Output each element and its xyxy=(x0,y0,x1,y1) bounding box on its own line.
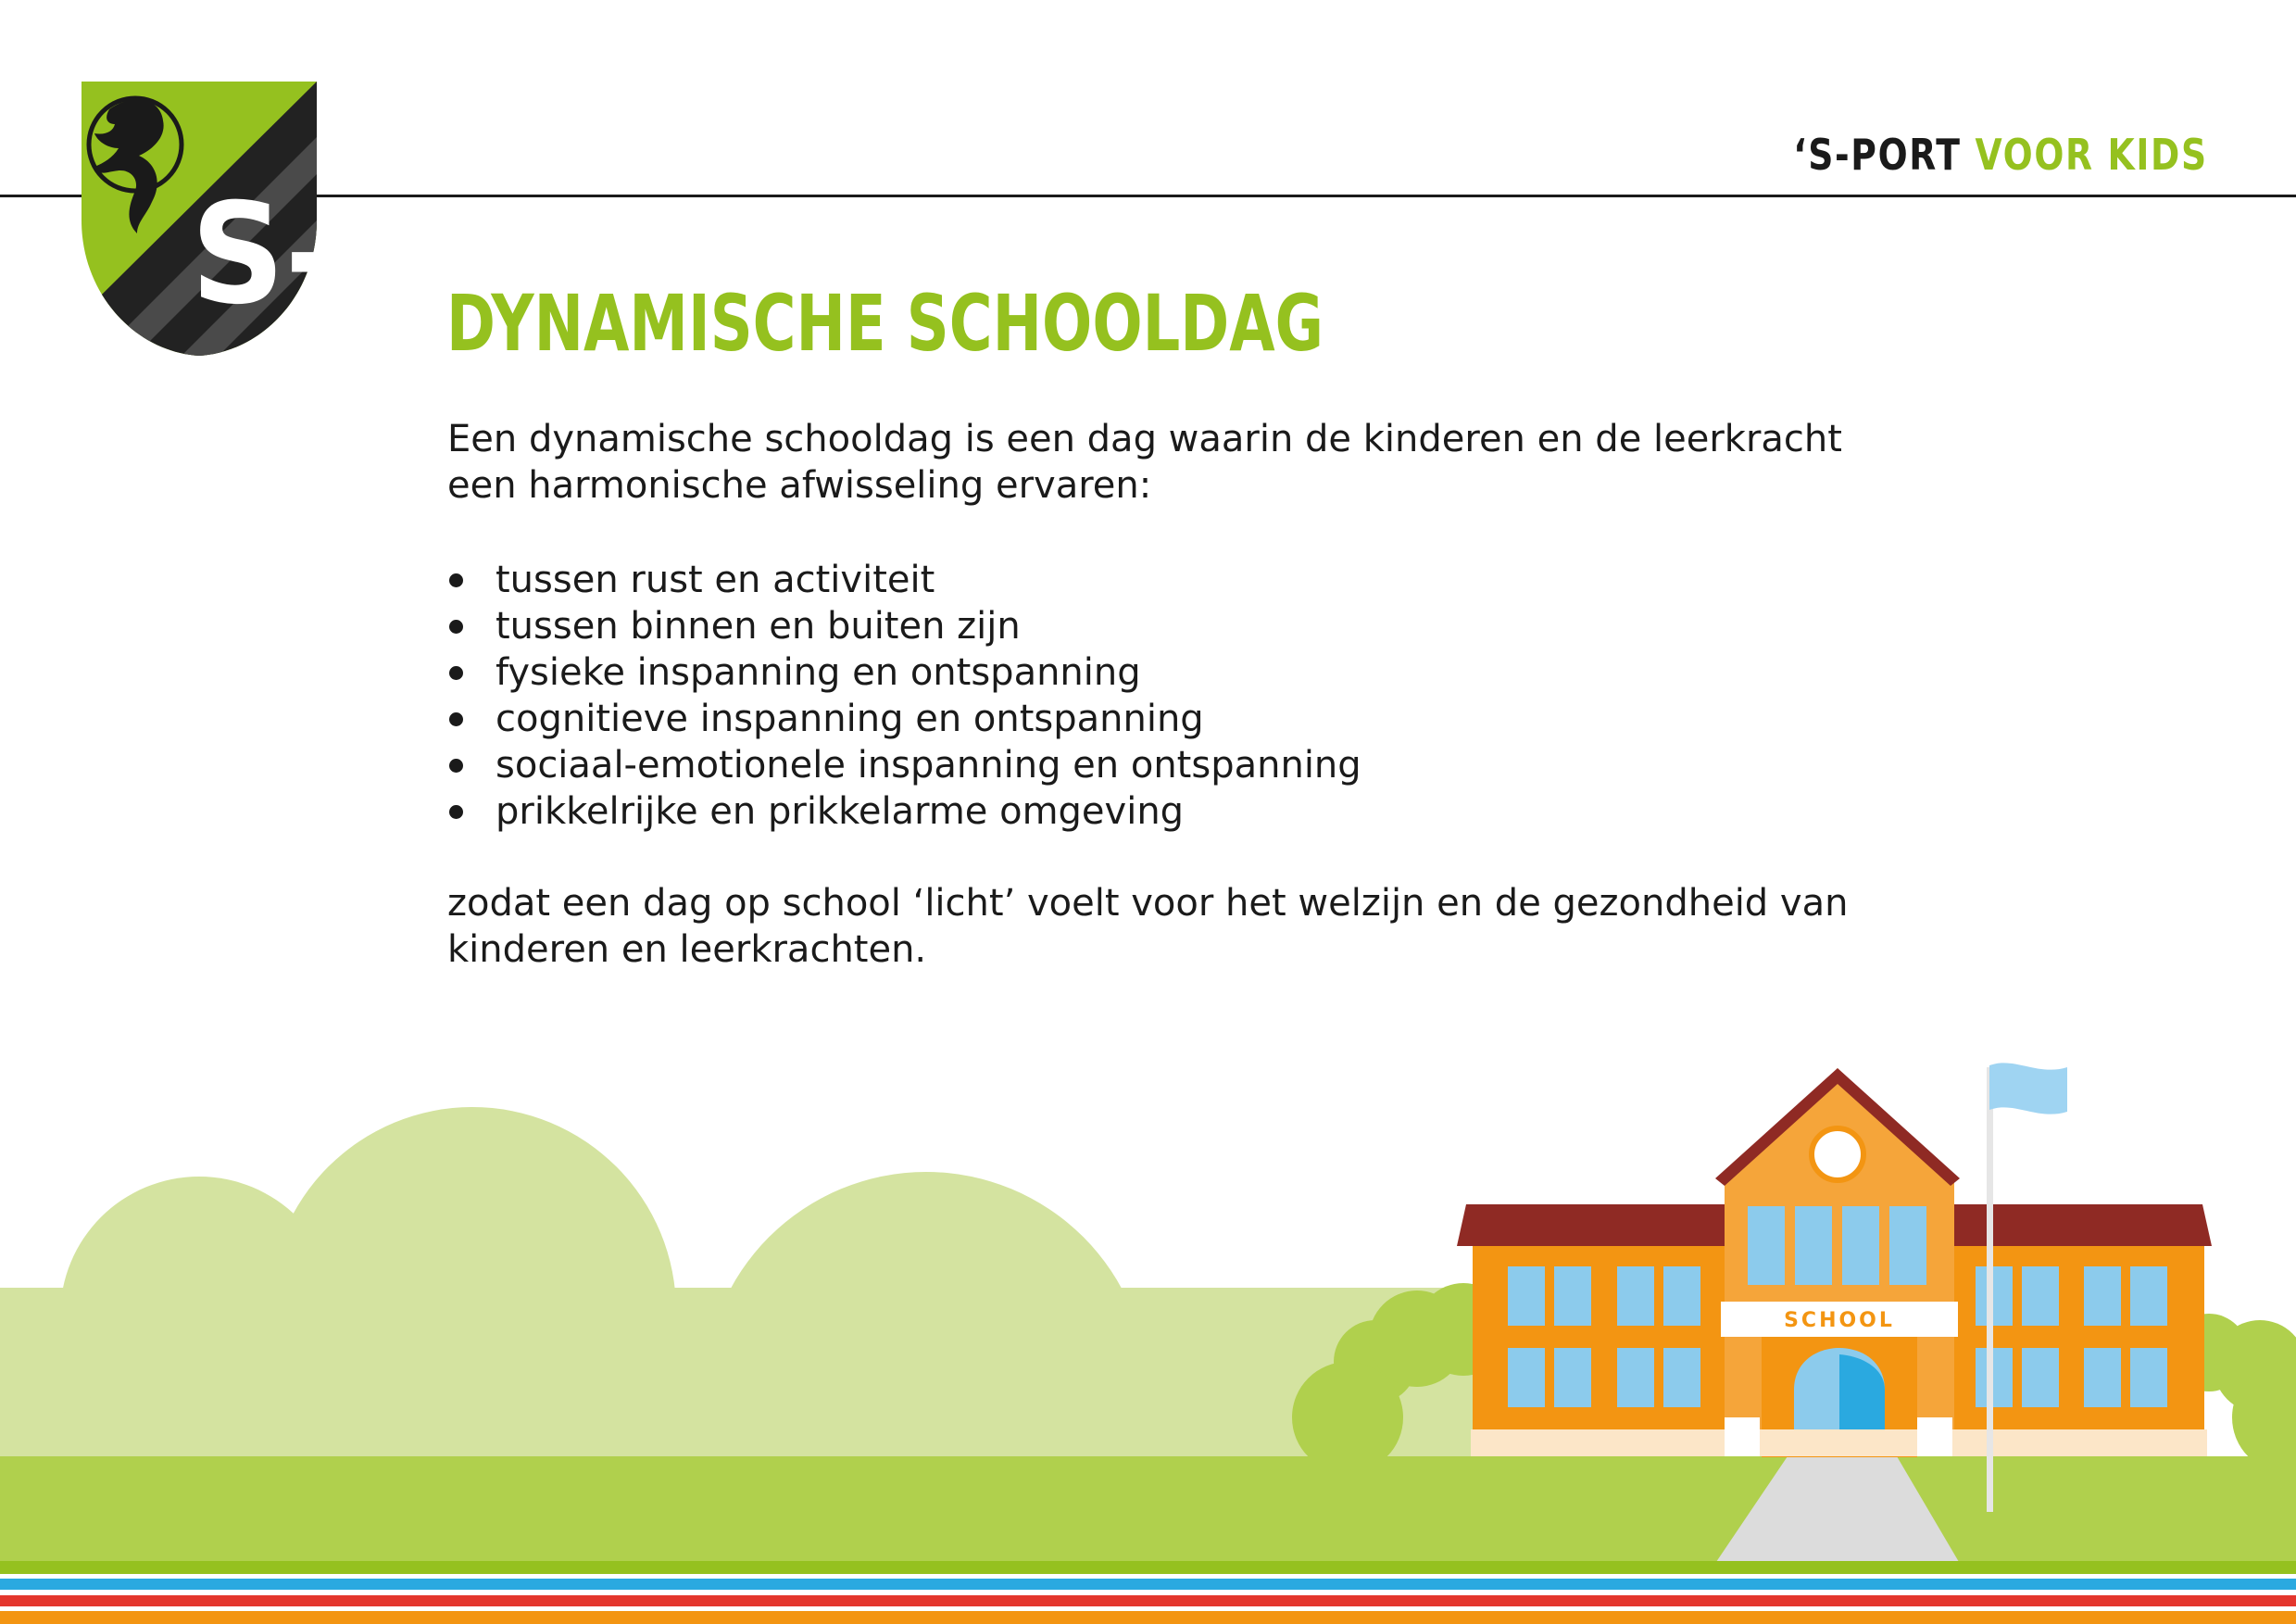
list-item xyxy=(447,696,1361,742)
bullet-icon xyxy=(449,712,463,726)
brand-part-voor-kids: VOOR KIDS xyxy=(1975,130,2208,180)
dragon-shield-logo-icon xyxy=(82,82,339,358)
list-item xyxy=(447,742,1361,788)
list-item xyxy=(447,557,1361,603)
intro-paragraph xyxy=(447,416,1892,509)
bottom-stripes xyxy=(0,1561,2296,1624)
bullet-list xyxy=(447,557,1361,835)
bullet-icon xyxy=(449,620,463,634)
bullet-icon xyxy=(449,666,463,680)
list-item xyxy=(447,788,1361,835)
brand-part-sport: ‘S-PORT xyxy=(1793,130,1962,180)
school-sign: SCHOOL xyxy=(1784,1309,1895,1332)
intro-line-1: Een dynamische schooldag is een dag waarin de kinderen en de leerkracht xyxy=(447,418,1842,460)
list-item-text: cognitieve inspanning en ontspanning xyxy=(496,698,1204,740)
list-item xyxy=(447,649,1361,696)
bullet-icon xyxy=(449,573,463,587)
header-rule xyxy=(0,195,2296,197)
logo-letters: S- xyxy=(191,174,339,335)
bullet-icon xyxy=(449,805,463,819)
list-item-text: tussen rust en activiteit xyxy=(496,559,935,601)
list-item-text: tussen binnen en buiten zijn xyxy=(496,605,1021,648)
intro-line-2: een harmonische afwisseling ervaren: xyxy=(447,464,1152,507)
list-item-text: sociaal-emotionele inspanning en ontspanning xyxy=(496,744,1361,787)
list-item xyxy=(447,603,1361,649)
bullet-icon xyxy=(449,759,463,773)
page-title: DYNAMISCHE SCHOOLDAG xyxy=(446,278,1324,369)
list-item-text: prikkelrijke en prikkelarme omgeving xyxy=(496,790,1185,833)
outro-line-2: kinderen en leerkrachten. xyxy=(447,928,927,971)
closing-paragraph xyxy=(447,880,1892,973)
outro-line-1: zodat een dag op school ‘licht’ voelt voor het welzijn en de gezondheid van xyxy=(447,882,1849,925)
school-building-icon xyxy=(1457,1068,2212,1457)
brand-name xyxy=(1793,130,2208,180)
list-item-text: fysieke inspanning en ontspanning xyxy=(496,651,1141,694)
school-scene-illustration xyxy=(0,1019,2296,1624)
